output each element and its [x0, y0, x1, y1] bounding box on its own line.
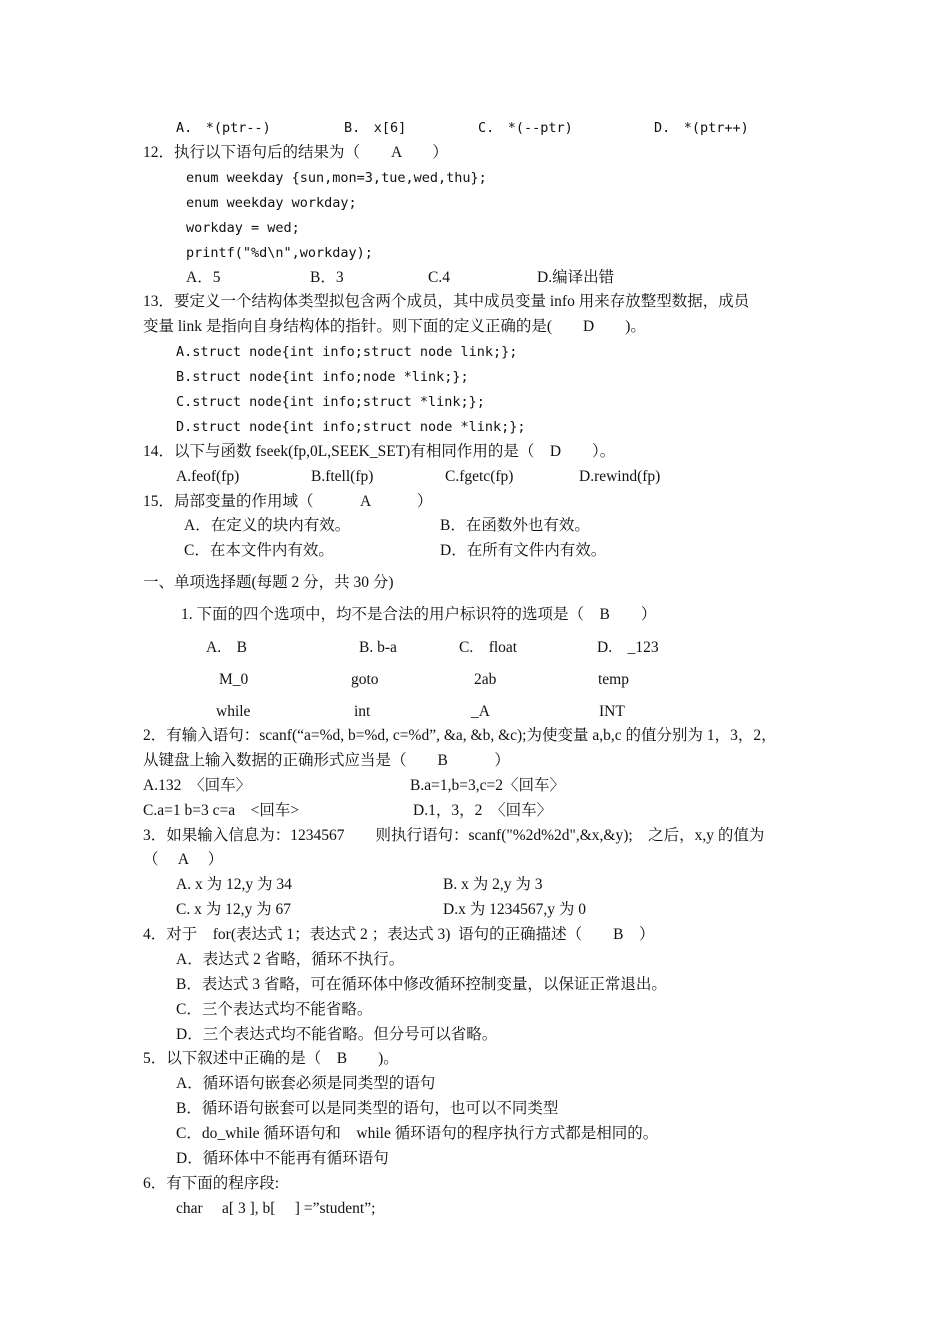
- s3-option-a: A. x 为 12,y 为 34: [176, 876, 292, 893]
- s1-cell: int: [354, 703, 371, 720]
- s4-option-b: B．表达式 3 省略，可在循环体中修改循环控制变量，以保证正常退出。: [176, 976, 667, 993]
- s1-cell: 2ab: [474, 671, 497, 688]
- q12-stem: 12．执行以下语句后的结果为（ A ）: [143, 144, 448, 161]
- s2-stem: 2．有输入语句：scanf(“a=%d, b=%d, c=%d”, &a, &b, &c);为使变量 a,b,c 的值分别为 1，3，2，: [143, 727, 777, 744]
- q15-option-a: A．在定义的块内有效。: [184, 517, 351, 534]
- s1-stem: 1. 下面的四个选项中，均不是合法的用户标识符的选项是（ B ）: [181, 606, 657, 623]
- q12-option-b: B．3: [310, 269, 344, 286]
- s3-option-d: D.x 为 1234567,y 为 0: [443, 901, 586, 918]
- s1-cell: while: [216, 703, 251, 720]
- s4-stem: 4．对于 for(表达式 1；表达式 2 ；表达式 3) 语句的正确描述（ B ）: [143, 926, 655, 943]
- q14-option-b: B.ftell(fp): [311, 468, 374, 485]
- q14-option-a: A.feof(fp): [176, 468, 240, 485]
- q11-option-d: D. *(ptr++): [654, 120, 749, 136]
- q14-stem: 14．以下与函数 fseek(fp,0L,SEEK_SET)有相同作用的是（ D ）。: [143, 443, 616, 460]
- s1-cell: temp: [598, 671, 629, 688]
- q13-option-a: A.struct node{int info;struct node link;};: [176, 344, 518, 360]
- s5-option-a: A．循环语句嵌套必须是同类型的语句: [176, 1075, 436, 1092]
- section-title: 一、单项选择题(每题 2 分，共 30 分): [143, 574, 394, 591]
- s2-option-a: A.132 〈回车〉: [143, 777, 252, 794]
- s3-option-c: C. x 为 12,y 为 67: [176, 901, 291, 918]
- q14-option-d: D.rewind(fp): [579, 468, 661, 485]
- s4-option-a: A．表达式 2 省略，循环不执行。: [176, 951, 405, 968]
- s1-cell: M_0: [219, 671, 249, 688]
- s3-stem: （ A ）: [143, 851, 224, 868]
- s6-stem: 6．有下面的程序段:: [143, 1175, 280, 1192]
- s2-stem: 从键盘上输入数据的正确形式应当是（ B ）: [143, 752, 510, 769]
- q12-option-c: C.4: [428, 269, 450, 286]
- q13-option-d: D.struct node{int info;struct node *link;};: [176, 419, 526, 435]
- s4-option-d: D．三个表达式均不能省略。但分号可以省略。: [176, 1026, 498, 1043]
- s1-cell: INT: [599, 703, 625, 720]
- q12-code-line: workday = wed;: [186, 220, 300, 236]
- q15-option-d: D．在所有文件内有效。: [440, 542, 607, 559]
- s5-option-c: C．do_while 循环语句和 while 循环语句的程序执行方式都是相同的。: [176, 1125, 659, 1142]
- q15-option-b: B．在函数外也有效。: [440, 517, 590, 534]
- s3-option-b: B. x 为 2,y 为 3: [443, 876, 543, 893]
- q12-option-d: D.编译出错: [537, 269, 615, 286]
- q12-code-line: enum weekday workday;: [186, 195, 357, 211]
- q14-option-c: C.fgetc(fp): [445, 468, 514, 485]
- s5-option-b: B．循环语句嵌套可以是同类型的语句，也可以不同类型: [176, 1100, 559, 1117]
- q12-code-line: printf("%d\n",workday);: [186, 245, 373, 261]
- q15-option-c: C．在本文件内有效。: [184, 542, 334, 559]
- s2-option-c: C.a=1 b=3 c=a <回车>: [143, 802, 300, 819]
- q12-option-a: A．5: [186, 269, 221, 286]
- q11-option-b: B. x[6]: [344, 120, 407, 136]
- s1-cell: _A: [471, 703, 490, 720]
- q13-stem: 13．要定义一个结构体类型拟包含两个成员，其中成员变量 info 用来存放整型数据，成员: [143, 293, 750, 310]
- s3-stem: 3．如果输入信息为：1234567 则执行语句：scanf("%2d%2d",&x,&y); 之后，x,y 的值为: [143, 827, 765, 844]
- s1-cell: A. B: [206, 639, 247, 656]
- q13-option-c: C.struct node{int info;struct *link;};: [176, 394, 485, 410]
- s1-cell: B. b-a: [359, 639, 397, 656]
- q13-option-b: B.struct node{int info;node *link;};: [176, 369, 469, 385]
- s1-cell: C. float: [459, 639, 518, 656]
- s1-cell: goto: [351, 671, 379, 688]
- s6-code: char a[ 3 ], b[ ] =”student”;: [176, 1200, 376, 1217]
- q11-option-a: A. *(ptr--): [176, 120, 271, 136]
- q15-stem: 15．局部变量的作用域（ A ）: [143, 493, 433, 510]
- s5-stem: 5．以下叙述中正确的是（ B )。: [143, 1050, 399, 1067]
- s2-option-b: B.a=1,b=3,c=2〈回车〉: [410, 777, 565, 794]
- s5-option-d: D．循环体中不能再有循环语句: [176, 1150, 389, 1167]
- s1-cell: D. _123: [597, 639, 659, 656]
- q13-stem: 变量 link 是指向自身结构体的指针。则下面的定义正确的是( D )。: [143, 318, 646, 335]
- s4-option-c: C．三个表达式均不能省略。: [176, 1001, 373, 1018]
- q11-option-c: C. *(--ptr): [478, 120, 573, 136]
- q12-code-line: enum weekday {sun,mon=3,tue,wed,thu};: [186, 170, 487, 186]
- s2-option-d: D.1，3，2 〈回车〉: [413, 802, 553, 819]
